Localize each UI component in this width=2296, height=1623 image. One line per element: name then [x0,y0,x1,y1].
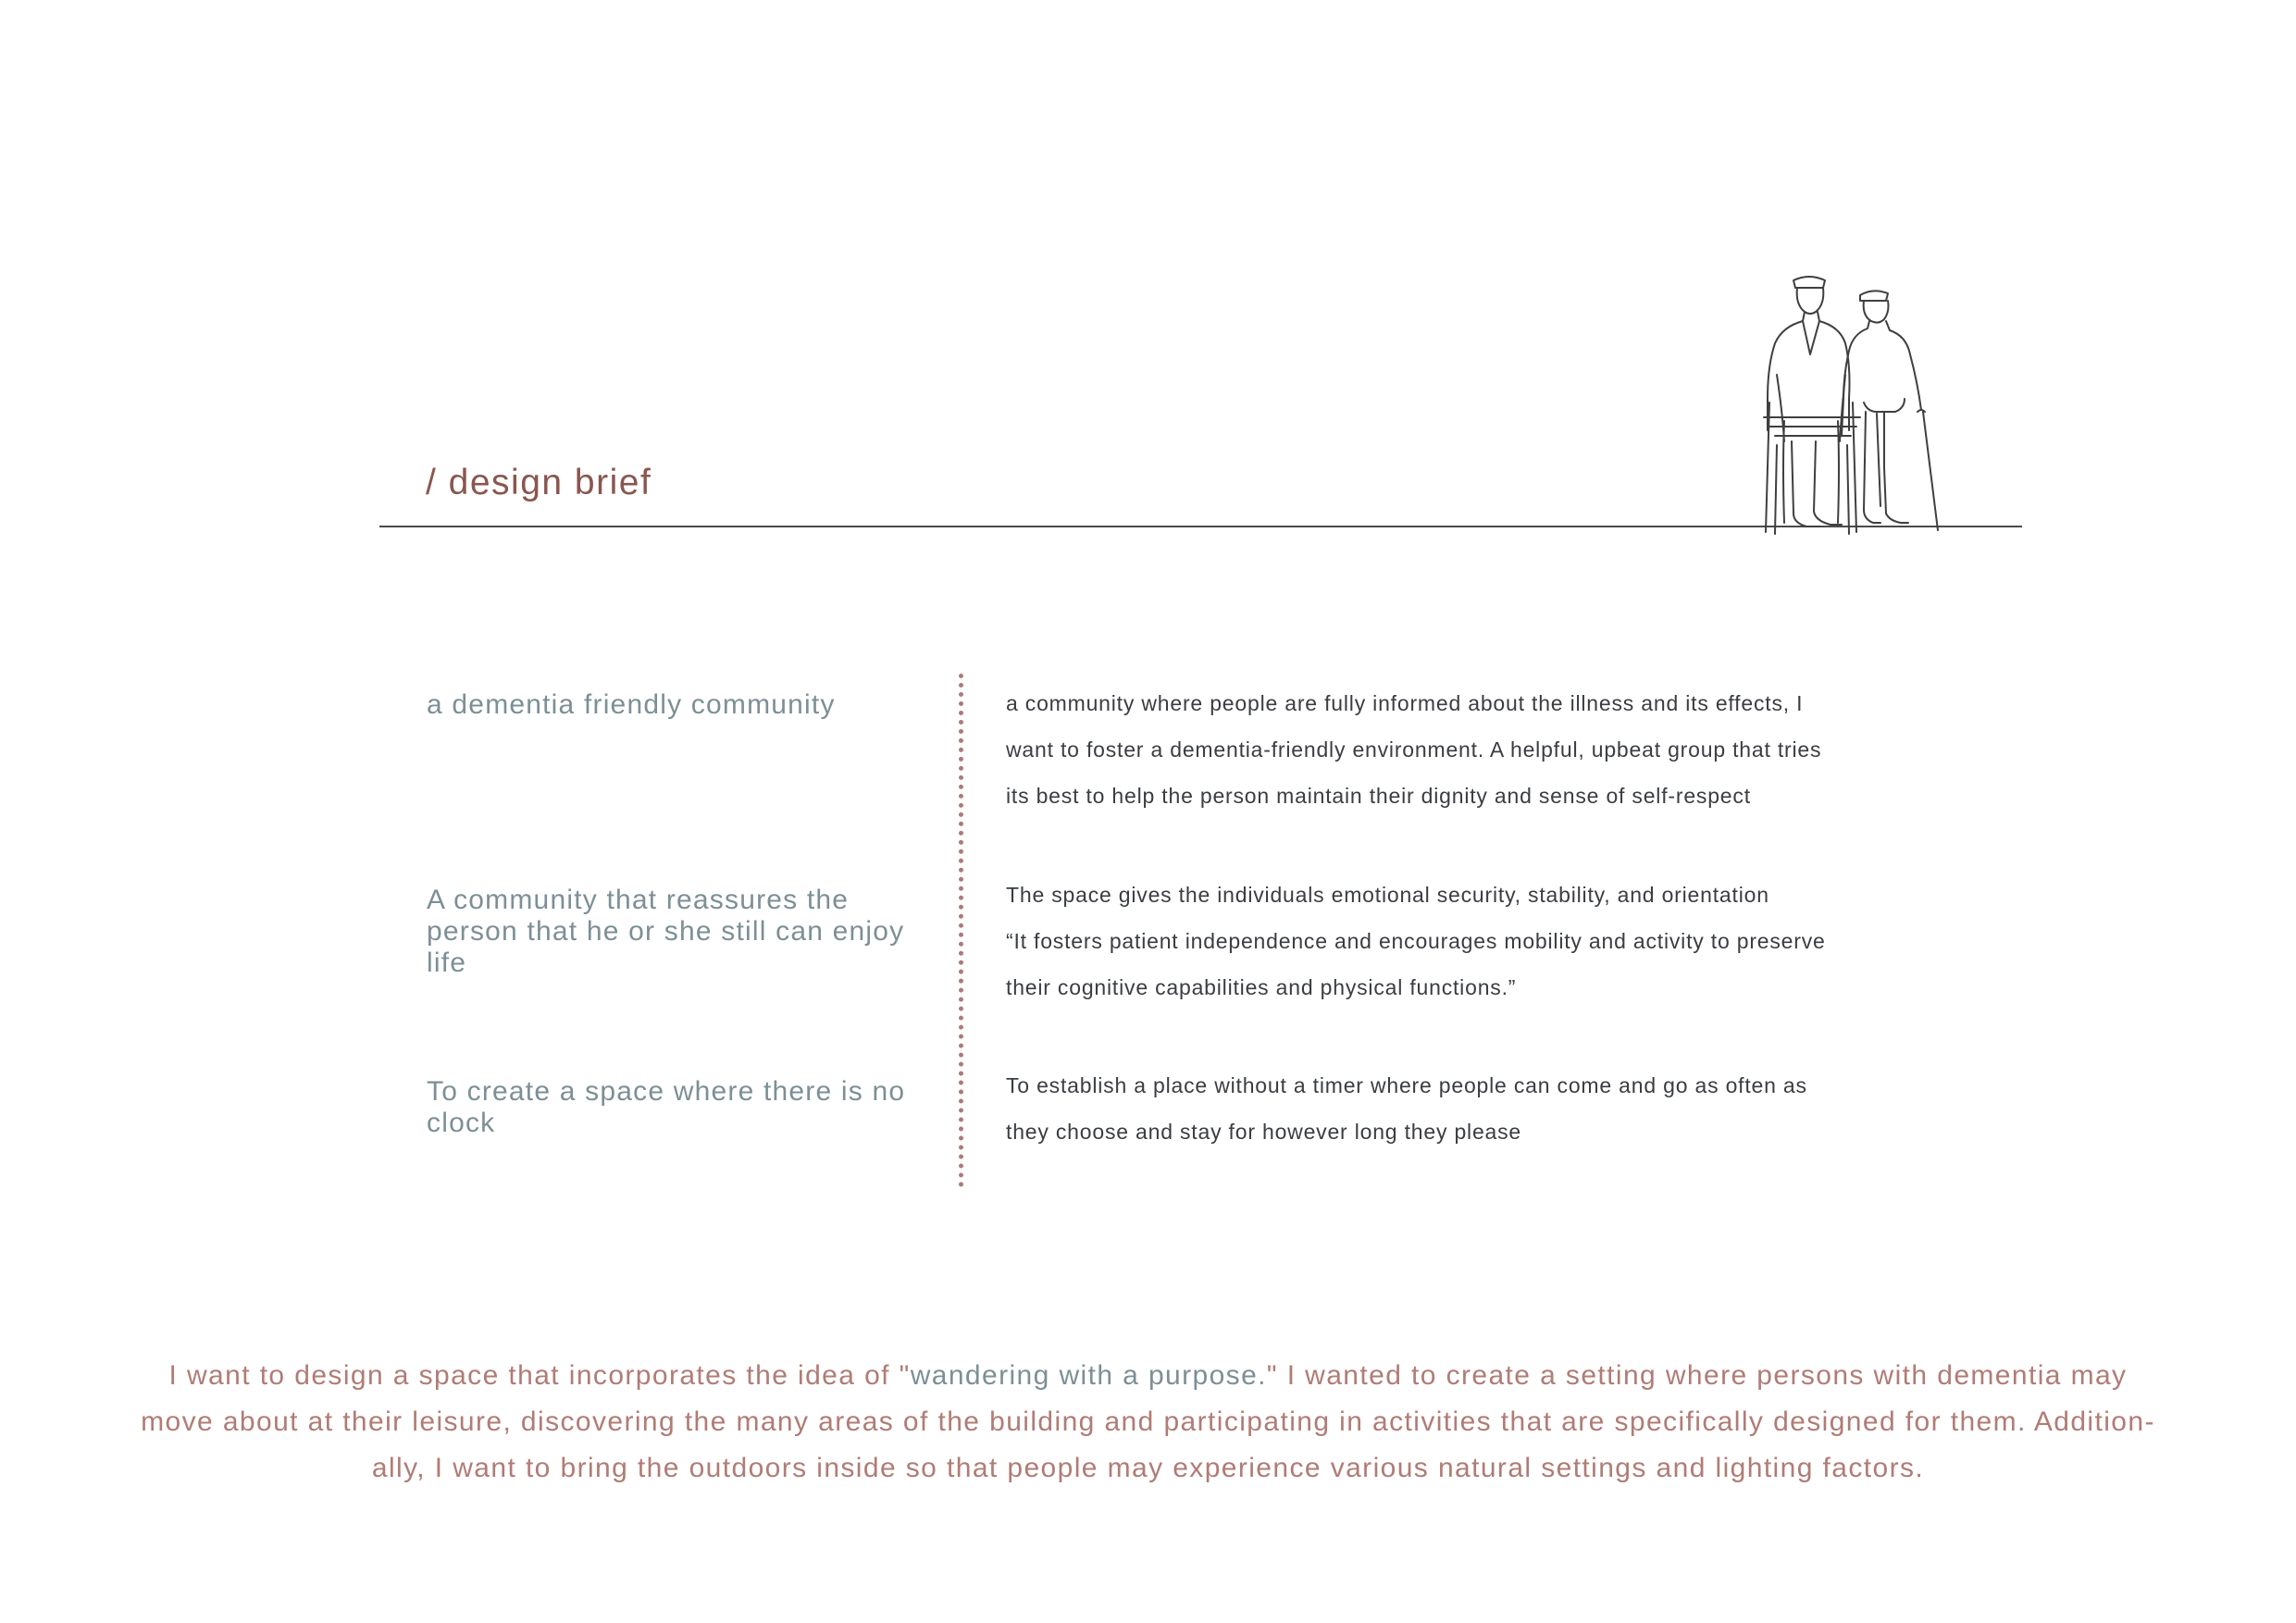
design-statement [139,1353,2157,1492]
item-description-dementia-friendly-community [1006,680,1931,819]
statement-text: " I wanted to create a setting where persons with dementia may [1266,1360,2128,1391]
item-heading-no-clock-space: To create a space where there is no clock [427,1076,906,1138]
item-description-line: To establish a place without a timer where people can come and go as often as [1006,1073,1807,1097]
item-description-line: The space gives the individuals emotional security, stability, and orientation [1006,883,1769,907]
item-heading-dementia-friendly-community: a dementia friendly community [427,689,836,720]
statement-line [139,1353,2157,1399]
item-description-reassuring-community [1006,872,1931,1010]
statement-line: move about at their leisure, discovering the many areas of the building and participating in activities that are specifically designed for them. Addition- [141,1406,2155,1437]
statement-highlight: wandering with a purpose. [910,1360,1267,1391]
elderly-couple-walking-line-drawing-icon [1721,264,1953,541]
item-description-line: a community where people are fully informed about the illness and its effects, I [1006,691,1804,715]
item-description-no-clock-space [1006,1062,1931,1155]
item-description-line: want to foster a dementia-friendly environment. A helpful, upbeat group that tries [1006,737,1822,762]
item-heading-reassuring-community: A community that reassures the person that he or she still can enjoy life [427,885,905,978]
item-description-line: “It fosters patient independence and encourages mobility and activity to preserve [1006,929,1826,953]
section-divider [959,674,963,1187]
page-title: / design brief [426,463,652,502]
statement-text: I want to design a space that incorporates the idea of " [168,1360,911,1391]
item-description-line: their cognitive capabilities and physical functions.” [1006,975,1517,999]
item-description-line: they choose and stay for however long they please [1006,1120,1522,1144]
statement-line: ally, I want to bring the outdoors inside so that people may experience various natural settings and lighting factors. [371,1453,1925,1483]
item-description-line: its best to help the person maintain their dignity and sense of self-respect [1006,784,1751,808]
